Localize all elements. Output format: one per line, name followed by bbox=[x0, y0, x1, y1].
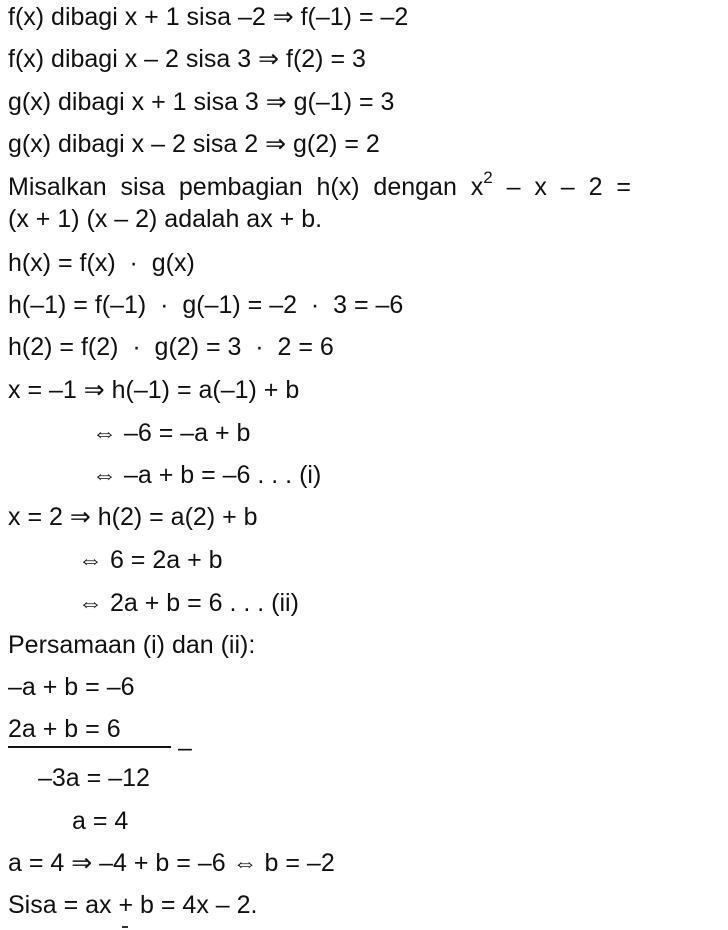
line-11: ⇔ –6 = –a + b bbox=[92, 419, 251, 447]
stray-mark bbox=[122, 926, 128, 928]
line-14: ⇔ 6 = 2a + b bbox=[78, 546, 223, 574]
line-6: (x + 1) (x – 2) adalah ax + b. bbox=[8, 205, 323, 233]
subtraction-rule bbox=[8, 746, 171, 748]
line-19: –3a = –12 bbox=[38, 764, 150, 792]
line-18: 2a + b = 6 bbox=[8, 715, 121, 743]
line-10: x = –1 ⇒ h(–1) = a(–1) + b bbox=[8, 376, 300, 404]
line-9: h(2) = f(2) · g(2) = 3 · 2 = 6 bbox=[8, 333, 334, 361]
line-15: ⇔ 2a + b = 6 . . . (ii) bbox=[78, 589, 299, 617]
line-5 bbox=[8, 168, 631, 205]
line-8: h(–1) = f(–1) · g(–1) = –2 · 3 = –6 bbox=[8, 291, 404, 319]
minus-sign: – bbox=[178, 734, 192, 762]
exponent-2: 2 bbox=[483, 168, 493, 187]
line-16: Persamaan (i) dan (ii): bbox=[8, 631, 256, 659]
line-22: Sisa = ax + b = 4x – 2. bbox=[8, 891, 258, 919]
line-21: a = 4 ⇒ –4 + b = –6 ⇔ b = –2 bbox=[8, 849, 335, 877]
line-17: –a + b = –6 bbox=[8, 673, 135, 701]
line-2: f(x) dibagi x – 2 sisa 3 ⇒ f(2) = 3 bbox=[8, 45, 366, 73]
line-13: x = 2 ⇒ h(2) = a(2) + b bbox=[8, 503, 258, 531]
line-3: g(x) dibagi x + 1 sisa 3 ⇒ g(–1) = 3 bbox=[8, 88, 395, 116]
line-1: f(x) dibagi x + 1 sisa –2 ⇒ f(–1) = –2 bbox=[8, 3, 409, 31]
line-4: g(x) dibagi x – 2 sisa 2 ⇒ g(2) = 2 bbox=[8, 130, 380, 158]
line-5-rest: – x – 2 = bbox=[492, 173, 631, 201]
line-20: a = 4 bbox=[72, 807, 129, 835]
line-5-text: Misalkan sisa pembagian h(x) dengan x bbox=[8, 173, 484, 201]
line-7: h(x) = f(x) · g(x) bbox=[8, 249, 195, 277]
line-12: ⇔ –a + b = –6 . . . (i) bbox=[92, 461, 322, 489]
